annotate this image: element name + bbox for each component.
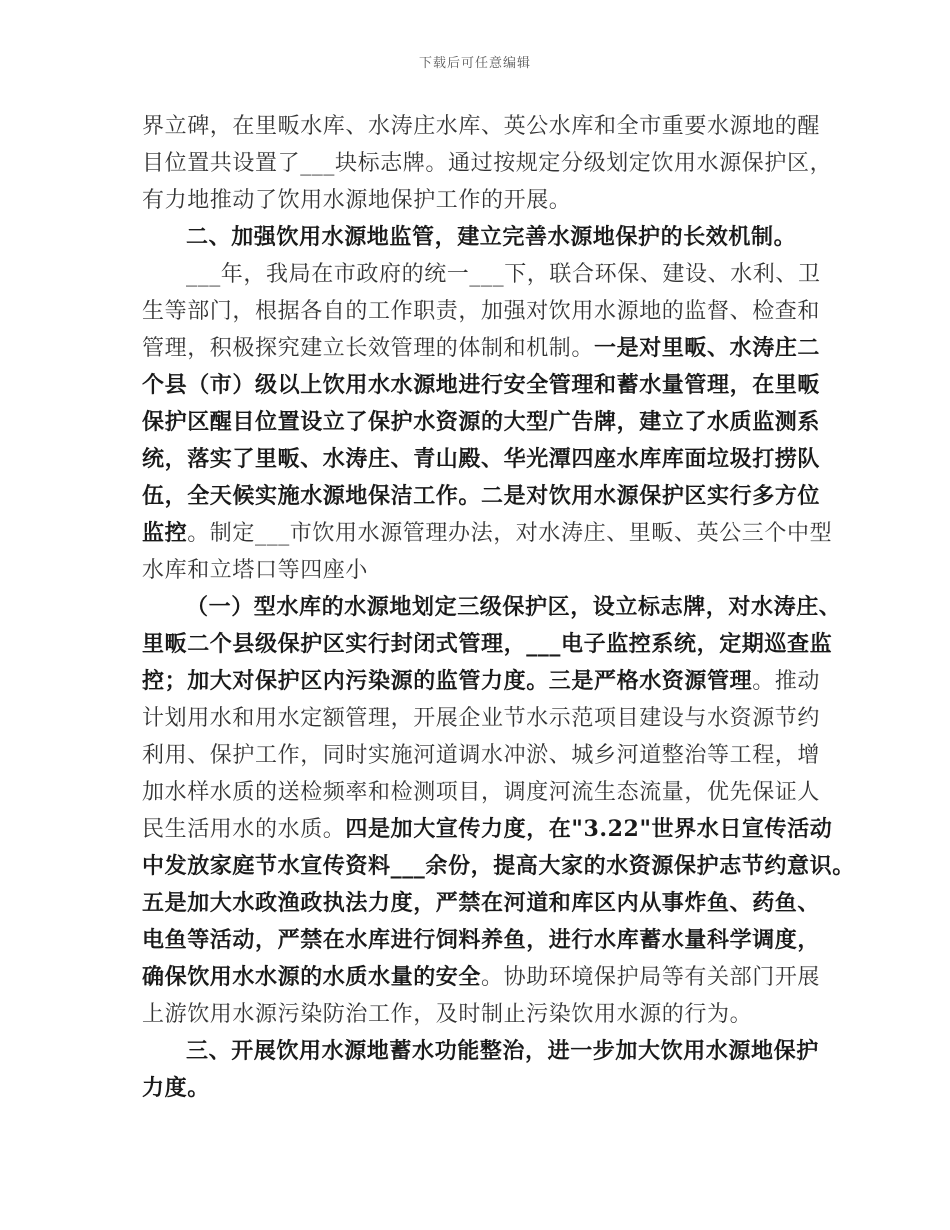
bold-text-run: 五是加大水政渔政执法力度，严禁在河道和库区内从事炸鱼、药鱼、 <box>142 890 821 916</box>
text-line <box>142 737 822 774</box>
text-line <box>142 219 822 256</box>
text-line <box>142 922 822 959</box>
bold-text-run: 四是加大宣传力度，在"3.22"世界水日宣传活动 <box>345 816 833 842</box>
text-run: 生等部门，根据各自的工作职责，加强对饮用水源地的监督、检查和 <box>142 299 821 324</box>
bold-text-run: 里畈二个县级保护区实行封闭式管理，___电子监控系统，定期巡查监 <box>142 631 833 657</box>
text-line <box>142 700 822 737</box>
bold-text-run: 电鱼等活动，严禁在水库进行饲料养鱼，进行水库蓄水量科学调度， <box>142 927 821 953</box>
bold-text-run: 三、开展饮用水源地蓄水功能整治，进一步加大饮用水源地保护 <box>186 1038 819 1064</box>
text-line <box>142 330 822 367</box>
text-run: 。推动 <box>752 669 821 694</box>
document-body <box>142 108 855 1107</box>
text-line <box>142 441 822 478</box>
bold-text-run: 统，落实了里畈、水涛庄、青山殿、华光潭四座水库库面垃圾打捞队 <box>142 446 821 472</box>
text-line <box>142 552 822 589</box>
bold-text-run: 保护区醒目位置设立了保护水资源的大型广告牌，建立了水质监测系 <box>142 409 821 435</box>
bold-text-run: 确保饮用水水源的水质水量的安全 <box>142 964 482 990</box>
text-line <box>142 145 833 182</box>
bold-text-run: （一）型水库的水源地划定三级保护区，设立标志牌，对水涛庄、 <box>186 594 842 620</box>
text-run: 水库和立塔口等四座小 <box>142 558 369 583</box>
bold-text-run: 力度。 <box>142 1075 210 1101</box>
text-run: 民生活用水的水质。 <box>142 817 346 842</box>
text-line <box>142 811 833 848</box>
text-run: 。制定___市饮用水源管理办法，对水涛庄、里畈、英公三个中型 <box>187 521 833 546</box>
text-run: 利用、保护工作，同时实施河道调水冲淤、城乡河道整治等工程，增 <box>142 743 821 768</box>
text-line <box>142 589 842 626</box>
bold-text-run: 伍，全天候实施水源地保洁工作。 <box>142 483 482 509</box>
text-run: 管理，积极探究建立长效管理的体制和机制。 <box>142 336 595 361</box>
text-line <box>142 515 833 552</box>
text-run: 上游饮用水源污染防治工作，及时制止污染饮用水源的行为。 <box>142 1002 753 1027</box>
text-line <box>142 404 822 441</box>
text-line <box>142 367 822 404</box>
text-line <box>142 848 855 885</box>
bold-text-run: 中发放家庭节水宣传资料___余份，提高大家的水资源保护志节约意识。 <box>142 853 855 879</box>
text-line <box>142 626 833 663</box>
text-run: 计划用水和用水定额管理，开展企业节水示范项目建设与水资源节约 <box>142 706 821 731</box>
text-line <box>142 108 822 145</box>
bold-text-run: 监控 <box>142 520 188 546</box>
text-line <box>142 478 822 515</box>
text-run: 。协助环境保护局等有关部门开展 <box>481 965 821 990</box>
text-run: ___年，我局在市政府的统一___下，联合环保、建设、水利、卫 <box>186 262 821 287</box>
bold-text-run: 个县（市）级以上饮用水水源地进行安全管理和蓄水量管理，在里畈 <box>142 372 821 398</box>
text-line <box>142 996 822 1033</box>
bold-text-run: 一是对里畈、水涛庄二 <box>594 335 821 361</box>
bold-text-run: 控；加大对保护区内污染源的监管力度。三是严格水资源管理 <box>142 668 753 694</box>
header-note: 下载后可任意编辑 <box>418 56 531 71</box>
text-line <box>142 774 822 811</box>
text-line <box>142 256 822 293</box>
text-line <box>142 1033 822 1070</box>
text-run: 目位置共设置了___块标志牌。通过按规定分级划定饮用水源保护区， <box>142 151 833 176</box>
bold-text-run: 二是对饮用水源保护区实行多方位 <box>481 483 821 509</box>
text-line <box>142 293 822 330</box>
text-run: 界立碑，在里畈水库、水涛庄水库、英公水库和全市重要水源地的醒 <box>142 114 821 139</box>
text-line <box>142 182 822 219</box>
text-line <box>142 959 822 996</box>
text-run: 加水样水质的送检频率和检测项目，调度河流生态流量，优先保证人 <box>142 780 821 805</box>
text-run: 有力地推动了饮用水源地保护工作的开展。 <box>142 188 572 213</box>
text-line <box>142 663 822 700</box>
text-line <box>142 885 822 922</box>
text-line <box>142 1070 822 1107</box>
bold-text-run: 二、加强饮用水源地监管，建立完善水源地保护的长效机制。 <box>186 224 797 250</box>
